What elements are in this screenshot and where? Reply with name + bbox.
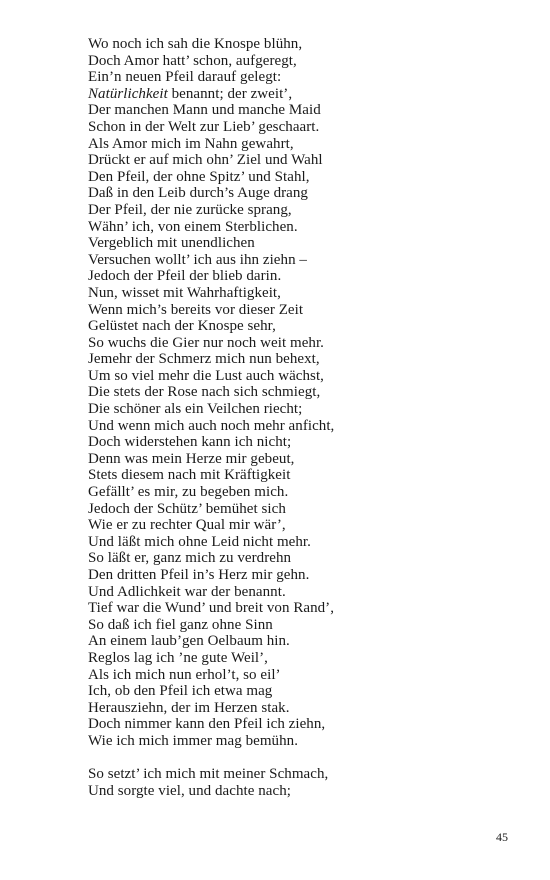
poem-line	[88, 716, 508, 733]
poem-line	[88, 384, 508, 401]
line-text: Wenn mich’s bereits vor dieser Zeit	[88, 301, 304, 318]
line-text: Die stets der Rose nach sich schmiegt,	[88, 384, 321, 401]
line-text: Schon in der Welt zur Lieb’ geschaart.	[88, 118, 320, 135]
poem-line	[88, 86, 508, 103]
poem-line	[88, 783, 508, 800]
line-text: So wuchs die Gier nur noch weit mehr.	[88, 334, 324, 351]
poem-line	[88, 318, 508, 335]
poem-line	[88, 550, 508, 567]
poem-line	[88, 501, 508, 518]
poem-line	[88, 136, 508, 153]
poem-line	[88, 434, 508, 451]
line-text: Der Pfeil, der nie zurücke sprang,	[88, 201, 292, 218]
poem-line	[88, 534, 508, 551]
poem-line	[88, 683, 508, 700]
line-text: Drückt er auf mich ohn’ Ziel und Wahl	[88, 152, 323, 169]
poem-line	[88, 517, 508, 534]
line-text: Als Amor mich im Nahn gewahrt,	[88, 135, 294, 152]
line-text: Stets diesem nach mit Kräftigkeit	[88, 467, 291, 484]
poem-line	[88, 368, 508, 385]
line-text: Als ich mich nun erhol’t, so eil’	[88, 666, 281, 683]
line-text: Ich, ob den Pfeil ich etwa mag	[88, 683, 273, 700]
line-text: Wo noch ich sah die Knospe blühn,	[88, 36, 303, 52]
poem-line	[88, 600, 508, 617]
line-text: Und Adlichkeit war der benannt.	[88, 583, 286, 600]
poem-line	[88, 102, 508, 119]
poem-line	[88, 650, 508, 667]
poem-line	[88, 202, 508, 219]
line-text: Doch nimmer kann den Pfeil ich ziehn,	[88, 716, 326, 733]
line-text: Doch Amor hatt’ schon, aufgeregt,	[88, 52, 297, 69]
line-text: Der manchen Mann und manche Maid	[88, 102, 321, 119]
line-text: Und sorgte viel, und dachte nach;	[88, 782, 291, 799]
line-text: So läßt er, ganz mich zu verdrehn	[88, 550, 292, 567]
poem-line	[88, 69, 508, 86]
line-text: Gefällt’ es mir, zu begeben mich.	[88, 484, 289, 501]
line-text: Daß in den Leib durch’s Auge drang	[88, 185, 308, 202]
poem-line	[88, 633, 508, 650]
line-text: Wähn’ ich, von einem Sterblichen.	[88, 218, 298, 235]
poem-line	[88, 36, 508, 53]
line-text: Gelüstet nach der Knospe sehr,	[88, 318, 276, 335]
poem-line	[88, 119, 508, 136]
line-text: So setzt’ ich mich mit meiner Schmach,	[88, 766, 329, 783]
line-text: Nun, wisset mit Wahrhaftigkeit,	[88, 284, 281, 301]
line-text: Versuchen wollt’ ich aus ihn ziehn –	[88, 251, 307, 268]
poem-line	[88, 484, 508, 501]
poem-line	[88, 667, 508, 684]
poem-line	[88, 567, 508, 584]
line-text: benannt; der zweit’,	[167, 85, 293, 102]
line-text: Jedoch der Pfeil der blieb darin.	[88, 268, 282, 285]
poem-line	[88, 418, 508, 435]
poem-line	[88, 451, 508, 468]
line-text: Reglos lag ich ’ne gute Weil’,	[88, 649, 268, 666]
poem-line	[88, 285, 508, 302]
line-text: Und wenn mich auch noch mehr anficht,	[88, 417, 335, 434]
poem-line	[88, 152, 508, 169]
line-text: Jedoch der Schütz’ bemühet sich	[88, 500, 286, 517]
italic-word: Natürlichkeit	[88, 85, 168, 102]
line-text: Wie er zu rechter Qual mir wär’,	[88, 517, 286, 534]
stanza	[88, 36, 508, 750]
poem-line	[88, 766, 508, 783]
poem-line	[88, 401, 508, 418]
poem-line	[88, 584, 508, 601]
line-text: Wie ich mich immer mag bemühn.	[88, 732, 299, 749]
line-text: Die schöner als ein Veilchen riecht;	[88, 401, 303, 418]
poem-line	[88, 335, 508, 352]
poem-line	[88, 700, 508, 717]
line-text: Und läßt mich ohne Leid nicht mehr.	[88, 533, 311, 550]
stanza	[88, 766, 508, 799]
line-text: Jemehr der Schmerz mich nun behext,	[88, 351, 320, 368]
poem-line	[88, 733, 508, 750]
poem-line	[88, 252, 508, 269]
poem-line	[88, 268, 508, 285]
line-text: Den dritten Pfeil in’s Herz mir gehn.	[88, 567, 310, 583]
line-text: Um so viel mehr die Lust auch wächst,	[88, 367, 324, 384]
poem-line	[88, 351, 508, 368]
line-text: So daß ich fiel ganz ohne Sinn	[88, 616, 273, 633]
poem-line	[88, 302, 508, 319]
poem-line	[88, 467, 508, 484]
line-text: Herausziehn, der im Herzen stak.	[88, 699, 290, 716]
poem-line	[88, 53, 508, 70]
line-text: Vergeblich mit unendlichen	[88, 235, 255, 252]
line-text: An einem laub’gen Oelbaum hin.	[88, 633, 290, 650]
poem-line	[88, 185, 508, 202]
poem-line	[88, 219, 508, 236]
poem-line	[88, 235, 508, 252]
line-text: Tief war die Wund’ und breit von Rand’,	[88, 600, 335, 617]
poem-line	[88, 617, 508, 634]
line-text: Doch widerstehen kann ich nicht;	[88, 434, 292, 451]
line-text: Ein’n neuen Pfeil darauf gelegt:	[88, 69, 282, 86]
line-text: Denn was mein Herze mir gebeut,	[88, 450, 295, 467]
page-number: 45	[496, 830, 508, 844]
poem-line	[88, 169, 508, 186]
poem-text	[88, 36, 508, 799]
line-text: Den Pfeil, der ohne Spitz’ und Stahl,	[88, 168, 310, 185]
